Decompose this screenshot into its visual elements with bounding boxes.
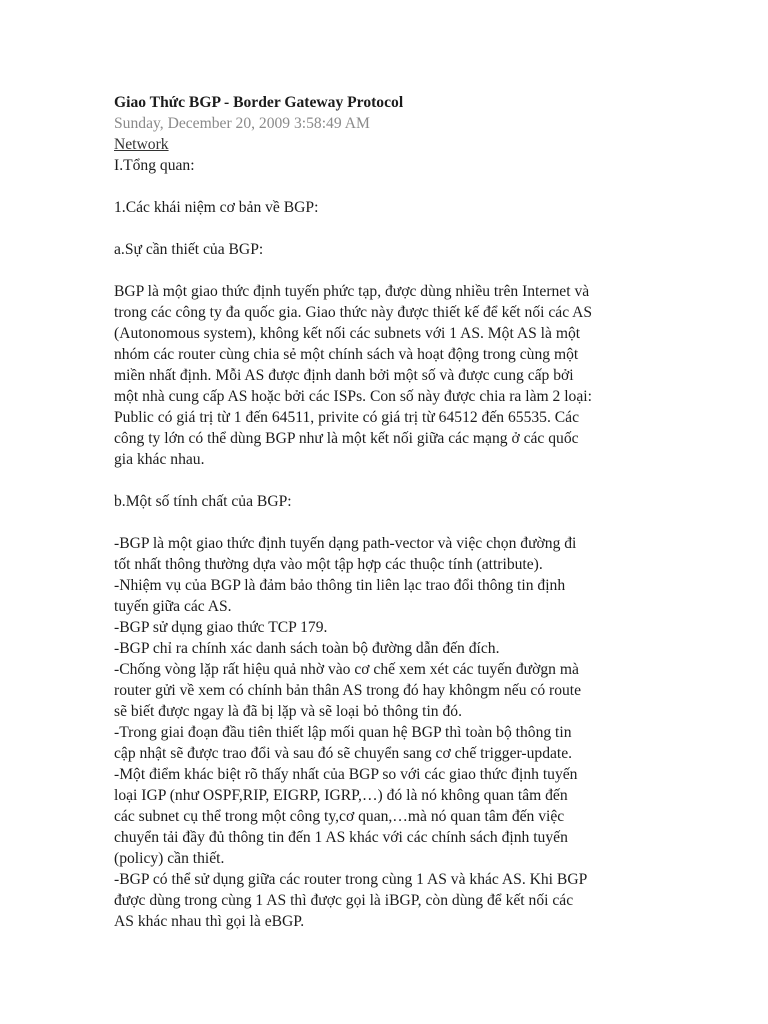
category-link[interactable]: Network <box>114 136 169 153</box>
spacer <box>114 512 674 533</box>
properties-line: tốt nhất thông thường dựa vào một tập hợp các thuộc tính (attribute). <box>114 556 543 573</box>
properties-line: các subnet cụ thể trong một công ty,cơ quan,…mà nó quan tâm đến việc <box>114 808 565 825</box>
section-heading-basic-concepts: 1.Các khái niệm cơ bản về BGP: <box>114 199 319 216</box>
paragraph-line: BGP là một giao thức định tuyến phức tạp, được dùng nhiều trên Internet và <box>114 283 590 300</box>
properties-line: chuyển tải đầy đủ thông tin đến 1 AS khác với các chính sách định tuyến <box>114 829 568 846</box>
spacer <box>114 218 674 239</box>
properties-line: tuyến giữa các AS. <box>114 598 232 615</box>
paragraph-line: trong các công ty đa quốc gia. Giao thức này được thiết kế để kết nối các AS <box>114 304 593 321</box>
properties-line: -BGP có thể sử dụng giữa các router trong cùng 1 AS và khác AS. Khi BGP <box>114 871 588 888</box>
paragraph-line: nhóm các router cùng chia sẻ một chính sách và hoạt động trong cùng một <box>114 346 579 363</box>
paragraph-line: một nhà cung cấp AS hoặc bởi các ISPs. Con số này được chia ra làm 2 loại: <box>114 388 592 405</box>
properties-line: -BGP sử dụng giao thức TCP 179. <box>114 619 328 636</box>
properties-line: router gửi về xem có chính bản thân AS trong đó hay khôngm nếu có route <box>114 682 582 699</box>
section-heading-overview: I.Tổng quan: <box>114 157 195 174</box>
paragraph-line: (Autonomous system), không kết nối các subnets với 1 AS. Một AS là một <box>114 325 581 342</box>
properties-line: được dùng trong cùng 1 AS thì được gọi là iBGP, còn dùng để kết nối các <box>114 892 574 909</box>
document-page <box>114 92 674 932</box>
properties-line: cập nhật sẽ được trao đổi và sau đó sẽ chuyển sang cơ chế trigger-update. <box>114 745 573 762</box>
spacer <box>114 470 674 491</box>
paragraph-line: Public có giá trị từ 1 đến 64511, privite có giá trị từ 64512 đến 65535. Các <box>114 409 579 426</box>
paragraph-line: công ty lớn có thể dùng BGP như là một kết nối giữa các mạng ở các quốc <box>114 430 579 447</box>
properties-line: (policy) cần thiết. <box>114 850 225 867</box>
spacer <box>114 176 674 197</box>
properties-line: loại IGP (như OSPF,RIP, EIGRP, IGRP,…) đó là nó không quan tâm đến <box>114 787 568 804</box>
properties-line: -Nhiệm vụ của BGP là đảm bảo thông tin liên lạc trao đổi thông tin định <box>114 577 566 594</box>
section-heading-necessity: a.Sự cần thiết của BGP: <box>114 241 264 258</box>
paragraph-line: miền nhất định. Mỗi AS được định danh bởi một số và được cung cấp bởi <box>114 367 574 384</box>
section-heading-properties: b.Một số tính chất của BGP: <box>114 493 292 510</box>
post-date: Sunday, December 20, 2009 3:58:49 AM <box>114 115 370 132</box>
properties-line: -BGP chỉ ra chính xác danh sách toàn bộ đường dẫn đến đích. <box>114 640 500 657</box>
properties-line: -BGP là một giao thức định tuyến dạng path-vector và việc chọn đường đi <box>114 535 577 552</box>
properties-list <box>114 533 674 932</box>
properties-line: -Một điểm khác biệt rõ thấy nhất của BGP so với các giao thức định tuyến <box>114 766 578 783</box>
properties-line: sẽ biết được ngay là đã bị lặp và sẽ loại bỏ thông tin đó. <box>114 703 462 720</box>
spacer <box>114 260 674 281</box>
post-title: Giao Thức BGP - Border Gateway Protocol <box>114 94 404 111</box>
properties-line: AS khác nhau thì gọi là eBGP. <box>114 913 305 930</box>
properties-line: -Chống vòng lặp rất hiệu quả nhờ vào cơ chế xem xét các tuyến đườgn mà <box>114 661 579 678</box>
paragraph-line: gia khác nhau. <box>114 451 205 468</box>
necessity-paragraph <box>114 281 674 470</box>
properties-line: -Trong giai đoạn đầu tiên thiết lập mối quan hệ BGP thì toàn bộ thông tin <box>114 724 572 741</box>
